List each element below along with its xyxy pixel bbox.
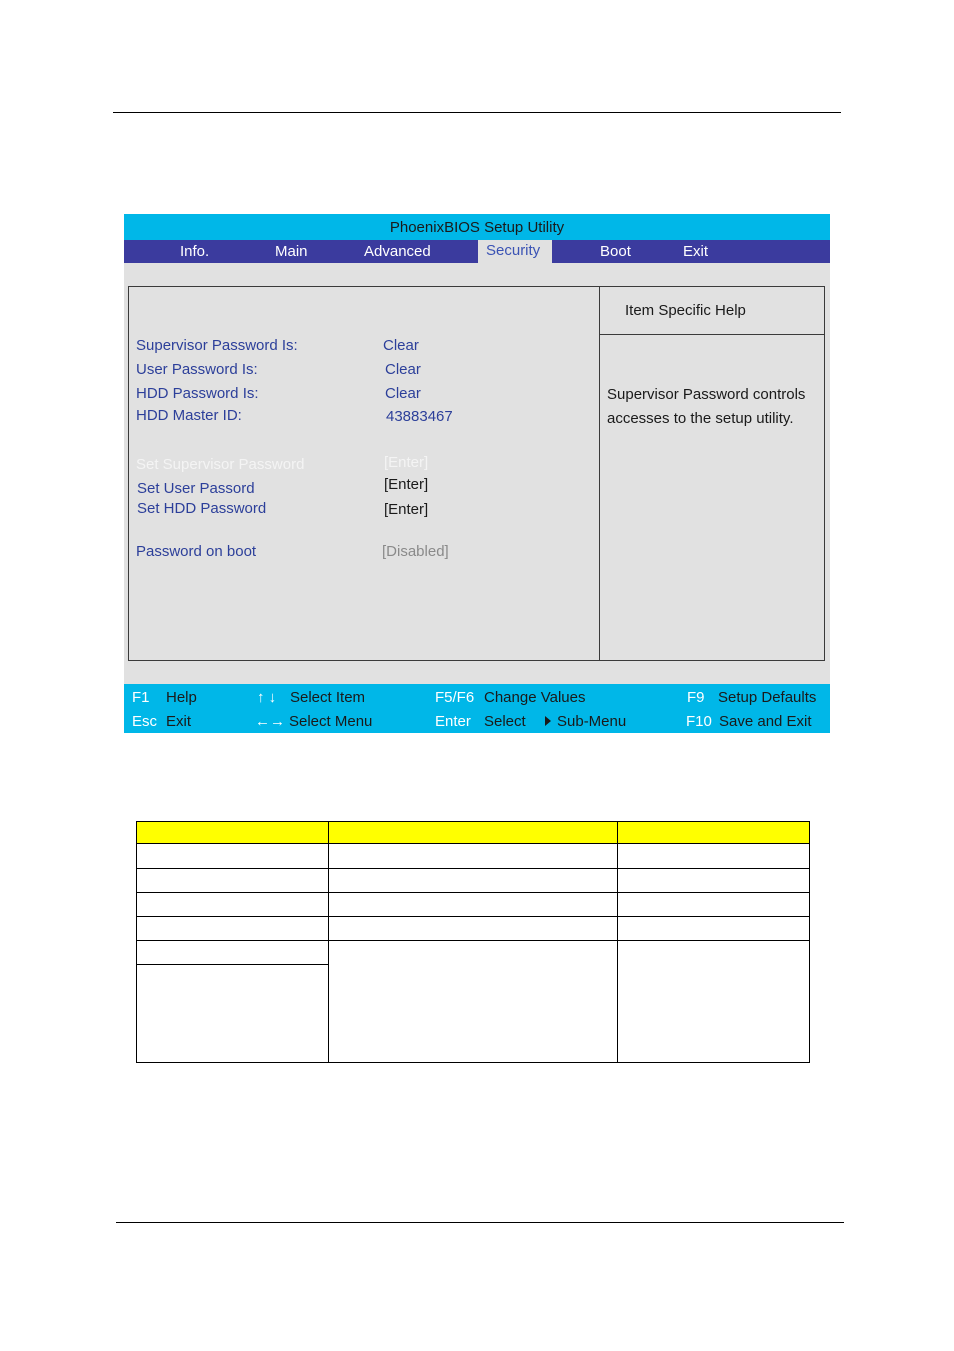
help-title: Item Specific Help xyxy=(625,302,746,319)
menu-boot[interactable]: Boot xyxy=(600,243,631,260)
menu-advanced[interactable]: Advanced xyxy=(364,243,431,260)
table-border-bottom xyxy=(136,1062,810,1063)
select-item-desc: Select Item xyxy=(290,689,366,706)
table-row-line-4 xyxy=(136,916,810,917)
set-supervisor-password-item[interactable]: Set Supervisor Password xyxy=(136,456,305,473)
table-row-line-6 xyxy=(136,964,328,965)
table-border-left xyxy=(136,821,137,1063)
supervisor-password-status-value: Clear xyxy=(383,337,419,354)
change-values-desc: Change Values xyxy=(484,689,586,706)
password-on-boot-item[interactable]: Password on boot xyxy=(136,543,257,560)
esc-desc: Exit xyxy=(166,713,192,730)
hdd-master-id-label: HDD Master ID: xyxy=(136,407,242,424)
set-hdd-password-value[interactable]: [Enter] xyxy=(384,501,429,518)
table-column-divider-1 xyxy=(328,821,329,1063)
set-hdd-password-item[interactable]: Set HDD Password xyxy=(137,500,267,517)
f9-key: F9 xyxy=(687,689,705,706)
set-user-password-item[interactable]: Set User Passord xyxy=(137,480,255,497)
menu-security[interactable] xyxy=(478,240,552,263)
settings-panel xyxy=(128,286,599,661)
help-header xyxy=(600,287,824,335)
save-and-exit-desc: Save and Exit xyxy=(719,713,812,730)
setup-defaults-desc: Setup Defaults xyxy=(718,689,817,706)
bios-title-bar: PhoenixBIOS Setup Utility xyxy=(124,214,830,240)
table-row-line-2 xyxy=(136,868,810,869)
set-supervisor-password-value[interactable]: [Enter] xyxy=(384,454,429,471)
item-specific-help-panel xyxy=(599,286,825,661)
bios-screenshot xyxy=(124,214,830,733)
table-column-divider-2 xyxy=(617,821,618,1063)
help-text: Supervisor Password controls accesses to the setup utility. xyxy=(607,386,806,427)
select-desc: Select xyxy=(484,713,526,730)
f1-desc: Help xyxy=(166,689,197,706)
enter-key: Enter xyxy=(435,713,471,730)
left-right-arrows-icon: ←→ xyxy=(255,713,285,730)
menu-info[interactable]: Info. xyxy=(180,243,210,260)
password-on-boot-value[interactable]: [Disabled] xyxy=(382,543,449,560)
select-menu-desc: Select Menu xyxy=(289,713,373,730)
table-header-row xyxy=(136,821,810,843)
table-row-line-1 xyxy=(136,843,810,844)
hdd-master-id-value: 43883467 xyxy=(386,408,453,425)
user-password-status-value: Clear xyxy=(385,361,421,378)
bios-status-bar xyxy=(124,684,830,733)
supervisor-password-status-label: Supervisor Password Is: xyxy=(136,337,298,354)
f1-key: F1 xyxy=(132,689,150,706)
top-rule xyxy=(113,112,841,113)
bios-menu-bar xyxy=(124,240,830,263)
f5f6-key: F5/F6 xyxy=(435,689,475,706)
up-down-arrows-icon: ↑ ↓ xyxy=(257,689,277,706)
hdd-password-status-value: Clear xyxy=(385,385,421,402)
menu-main[interactable]: Main xyxy=(275,243,308,260)
table-border-top xyxy=(136,821,810,822)
bottom-rule xyxy=(116,1222,844,1223)
table-border-right xyxy=(809,821,810,1063)
sub-menu-desc xyxy=(545,713,626,730)
user-password-status-label: User Password Is: xyxy=(136,361,258,378)
f10-key: F10 xyxy=(686,713,712,730)
settings-table xyxy=(136,821,810,1063)
menu-security-label: Security xyxy=(486,242,541,259)
sub-menu-label: Sub-Menu xyxy=(557,713,627,730)
table-row-line-3 xyxy=(136,892,810,893)
table-row-line-5 xyxy=(136,940,810,941)
triangle-right-icon xyxy=(545,716,551,726)
set-user-password-value[interactable]: [Enter] xyxy=(384,476,429,493)
esc-key: Esc xyxy=(132,713,158,730)
hdd-password-status-label: HDD Password Is: xyxy=(136,385,259,402)
menu-exit[interactable]: Exit xyxy=(683,243,709,260)
